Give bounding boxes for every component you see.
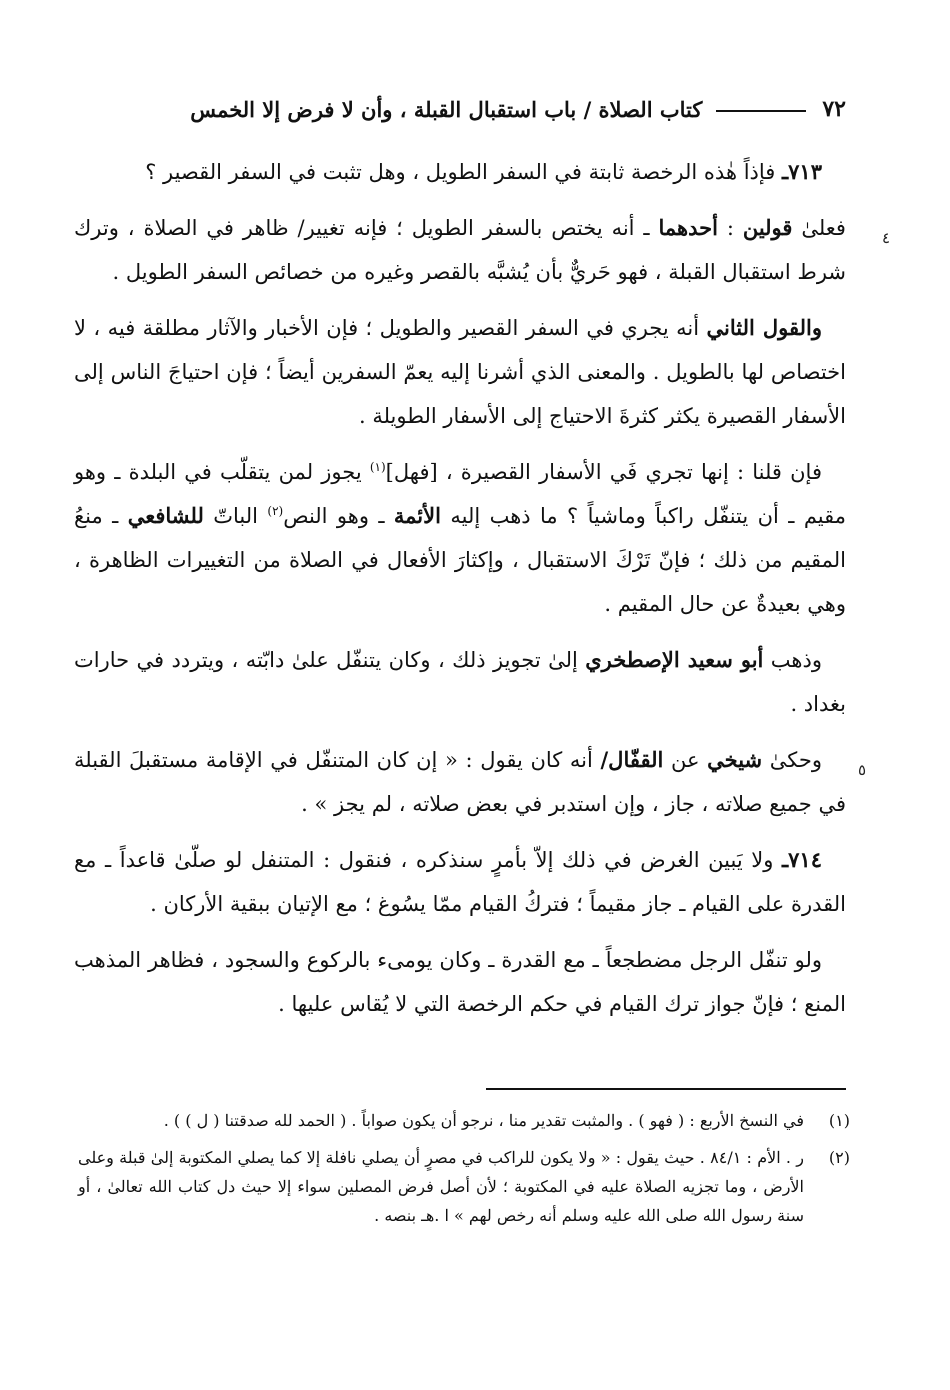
running-title: كتاب الصلاة / باب استقبال القبلة ، وأن لا فرض إلا الخمس <box>190 96 703 122</box>
manuscript-marker-5: ٥ <box>857 761 866 779</box>
paragraph-713 <box>74 150 846 194</box>
paragraph-text: فإذاً هٰذه الرخصة ثابتة في السفر الطويل ، وهل تثبت في السفر القصير ؟ <box>145 160 782 184</box>
paragraph-text: الباتّ <box>203 504 268 528</box>
footnote-text: ر . الأم : ٨٤/١ . حيث يقول : « ولا يكون للراكب في مصرٍ أن يصلي نافلة إلا كما يصلي المكتوبة إلىٰ قبلة وعلى الأرض ، وما تجزيه الصلاة عليه في المكتوبة ؛ لأن أصل فرض المصلين سواء إلا حيث دل كتاب الله تعالىٰ ، أو سنة رسول الله صلى الله عليه وسلم أنه رخص لهم » ا .هـ بنصه . <box>78 1148 804 1225</box>
paragraph-text: عن <box>663 748 708 772</box>
paragraph-istakhri <box>74 638 846 726</box>
footnote-2 <box>78 1143 850 1230</box>
bold-term: والقول الثاني <box>706 315 822 340</box>
bold-term: أحدهما <box>658 215 718 240</box>
paragraph-second-opinion <box>74 306 846 438</box>
bold-term: الأئمة <box>393 503 441 528</box>
paragraph-text: فعلىٰ <box>792 216 846 240</box>
running-header <box>78 92 846 126</box>
paragraph-text: وذهب <box>763 648 822 672</box>
footnote-ref-2[interactable]: (٢) <box>267 504 284 518</box>
paragraph-text: ـ منعُ المقيم من ذلك ؛ فإنّ تَرْكَ الاستقبال ، وإكثارَ الأفعال في الصلاة من التغييرات الظاهرة ، وهي بعيدةٌ عن حال المقيم . <box>74 504 846 616</box>
paragraph-short-journeys <box>74 450 846 626</box>
footnote-number: (٢) <box>828 1148 850 1167</box>
footnote-rule <box>486 1088 846 1090</box>
paragraph-two-opinions <box>74 206 890 294</box>
footnote-number: (١) <box>828 1111 850 1130</box>
manuscript-marker-4: ٤ <box>881 229 890 247</box>
paragraph-text: ولا يَبين الغرض في ذلك إلاّ بأمرٍ سنذكره ، فنقول : المتنفل لو صلّىٰ قاعداً ـ مع القدرة على القيام ـ جاز مقيماً ؛ فتركُ القيام ممّا يسُوغ ؛ مع الإتيان ببقية الأركان . <box>74 848 846 916</box>
bold-term: القفّال/ <box>600 747 664 772</box>
paragraph-qaffal <box>74 738 866 826</box>
bold-term: أبو سعيد الإصطخري <box>585 647 764 672</box>
bold-term: قولين <box>742 215 793 240</box>
bold-term: شيخي <box>707 747 763 772</box>
paragraph-text: وحكىٰ <box>762 748 823 772</box>
paragraph-text: : <box>717 216 743 240</box>
paragraph-text: أنه كان يقول : « إن كان المتنفّل في الإقامة مستقبلَ القبلة في جميع صلاته ، جاز ، وإن استدبر في بعض صلاته ، لم يجز » . <box>74 748 846 816</box>
paragraph-text: ـ وهو النص <box>283 504 394 528</box>
paragraph-text: أنه يجري في السفر القصير والطويل ؛ فإن الأخبار والآثار مطلقة فيه ، لا اختصاص لها بالطويل . والمعنى الذي أشرنا إليه يعمّ السفرين أيضاً ؛ فإن احتياجَ الناس إلى الأسفار القصيرة يكثر كثرةَ الاحتياج إلى الأسفار الطويلة . <box>74 316 846 428</box>
paragraph-text: ـ أنه يختص بالسفر الطويل ؛ فإنه تغيير/ ظاهر في الصلاة ، وترك شرط استقبال القبلة ، فهو حَريٌّ بأن يُشبَّه بالقصر وغيره من خصائص السفر الطويل . <box>74 216 846 284</box>
paragraph-reclining <box>74 938 846 1026</box>
section-number: ٧١٣ـ <box>782 159 822 184</box>
paragraph-text: فإن قلنا : إنها تجري فَي الأسفار القصيرة ، [فهل] <box>385 460 822 484</box>
page-number: ٧٢ <box>822 96 846 122</box>
footnotes <box>78 1106 850 1238</box>
footnote-text: في النسخ الأربع : ( فهو ) . والمثبت تقدير منا ، نرجو أن يكون صواباً . ( الحمد لله صدقتنا ( ل ) ) . <box>163 1111 804 1130</box>
header-rule <box>716 110 806 112</box>
paragraph-text: ولو تنفّل الرجل مضطجعاً ـ مع القدرة ـ وكان يومىء بالركوع والسجود ، فظاهر المذهب المنع ؛ فإنّ جواز ترك القيام في حكم الرخصة التي لا يُقاس عليها . <box>74 948 846 1016</box>
paragraph-text: يجوز لمن يتقلّب في البلدة ـ وهو مقيم ـ أن يتنفّل راكباً وماشياً ؟ ما ذهب إليه <box>74 460 847 528</box>
paragraph-text: إلىٰ تجويز ذلك ، وكان يتنفّل علىٰ دابّته ، ويتردد في حارات بغداد . <box>74 648 846 716</box>
section-number: ٧١٤ـ <box>782 847 822 872</box>
paragraph-714 <box>74 838 846 926</box>
body-text <box>74 150 890 1038</box>
footnote-ref-1[interactable]: (١) <box>369 460 386 474</box>
bold-term: للشافعي <box>127 503 204 528</box>
footnote-1 <box>78 1106 850 1135</box>
